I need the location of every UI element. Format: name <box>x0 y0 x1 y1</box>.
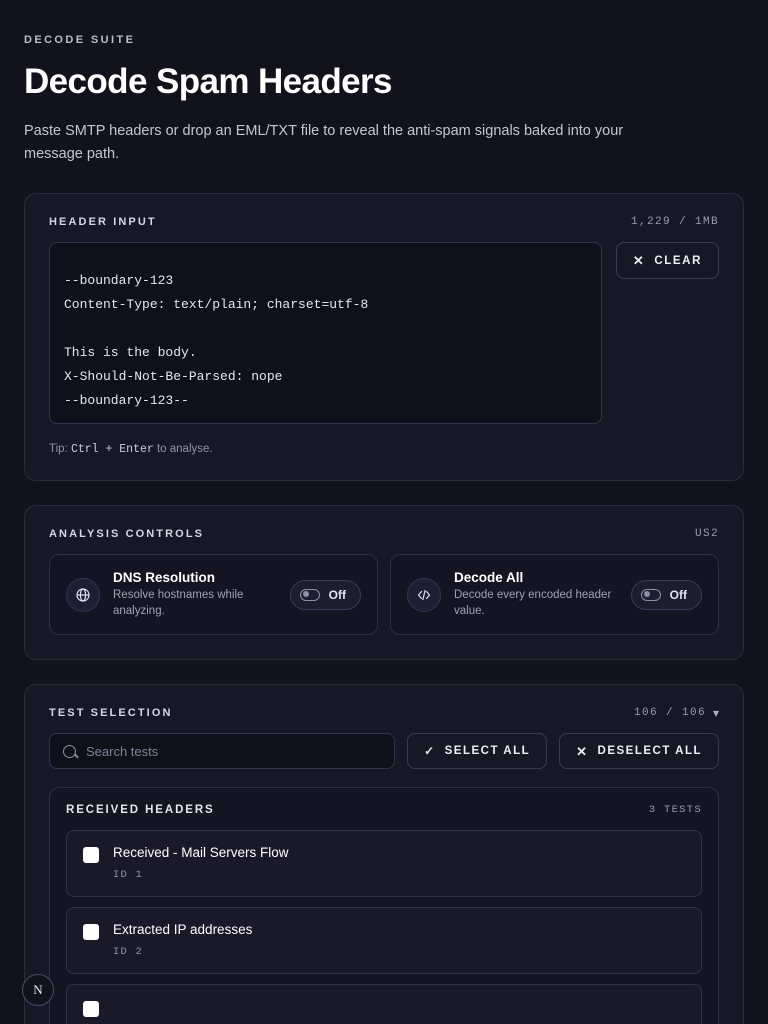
table-row[interactable] <box>66 907 702 974</box>
keyboard-tip <box>49 443 719 456</box>
test-selection-card <box>24 684 744 1024</box>
select-all-label: SELECT ALL <box>444 745 531 758</box>
header-input-textarea[interactable] <box>49 242 602 424</box>
deselect-all-label: DESELECT ALL <box>597 745 702 758</box>
toggle-decode-all[interactable] <box>631 580 702 610</box>
test-selection-head <box>49 707 719 719</box>
control-dns-title: DNS Resolution <box>113 570 216 586</box>
toggle-decode-state: Off <box>669 587 687 602</box>
check-icon: ✓ <box>424 744 436 759</box>
search-tests-box[interactable] <box>49 733 395 769</box>
control-decode-description: Decode every encoded header value. <box>454 589 612 617</box>
corner-badge[interactable] <box>22 974 54 1006</box>
chevron-down-icon: ▾ <box>712 706 719 721</box>
test-group-count: 3 TESTS <box>648 804 702 817</box>
test-checkbox[interactable] <box>83 1001 99 1017</box>
control-decode-text <box>454 570 618 619</box>
header-input-label: HEADER INPUT <box>49 216 157 229</box>
control-dns-description: Resolve hostnames while analyzing. <box>113 589 244 617</box>
header-input-head <box>49 216 719 228</box>
tip-suffix: to analyse. <box>156 443 213 456</box>
control-dns-resolution <box>49 554 378 635</box>
analysis-controls-grid <box>49 554 719 635</box>
analysis-controls-label: ANALYSIS CONTROLS <box>49 528 205 541</box>
toggle-knob-icon <box>300 589 320 601</box>
tip-shortcut: Ctrl + Enter <box>70 443 154 457</box>
test-checkbox[interactable] <box>83 847 99 863</box>
app-eyebrow: DECODE SUITE <box>24 34 136 46</box>
code-icon <box>407 578 441 612</box>
test-selection-toolbar <box>49 733 719 769</box>
header-input-counter: 1,229 / 1MB <box>630 216 719 229</box>
test-group-title: RECEIVED HEADERS <box>66 804 215 817</box>
table-row[interactable] <box>66 830 702 897</box>
toggle-dns-resolution[interactable] <box>290 580 361 610</box>
page-subtitle: Paste SMTP headers or drop an EML/TXT file to reveal the anti-spam signals baked into your message path. <box>24 123 624 162</box>
control-decode-all <box>390 554 719 635</box>
test-name: Received - Mail Servers Flow <box>113 845 289 861</box>
test-checkbox[interactable] <box>83 924 99 940</box>
table-row[interactable] <box>66 984 702 1024</box>
analysis-controls-card <box>24 505 744 660</box>
test-selection-count-wrap[interactable] <box>634 707 719 719</box>
header-textarea-wrap <box>49 242 602 429</box>
select-all-button[interactable] <box>407 733 547 769</box>
deselect-all-button[interactable] <box>559 733 719 769</box>
test-name: Extracted IP addresses <box>113 922 253 938</box>
close-icon: ✕ <box>576 743 589 759</box>
test-selection-label: TEST SELECTION <box>49 707 173 720</box>
test-group-received-headers <box>49 787 719 1024</box>
search-tests-input[interactable] <box>86 744 381 759</box>
globe-icon <box>66 578 100 612</box>
clear-button[interactable] <box>616 242 719 279</box>
page-title: Decode Spam Headers <box>24 62 392 101</box>
analysis-controls-head <box>49 528 719 540</box>
search-icon <box>63 745 76 758</box>
clear-button-label: CLEAR <box>654 254 702 267</box>
test-selection-count: 106 / 106 <box>633 707 706 720</box>
toggle-dns-state: Off <box>328 587 346 602</box>
test-group-head <box>66 804 702 816</box>
corner-badge-letter: N <box>33 982 43 997</box>
toggle-knob-icon <box>641 589 661 601</box>
header-input-card <box>24 193 744 481</box>
test-id: ID 1 <box>113 869 144 882</box>
control-dns-text <box>113 570 277 619</box>
control-decode-title: Decode All <box>454 570 524 586</box>
tip-prefix: Tip: <box>49 443 68 456</box>
header-input-row <box>49 242 719 429</box>
analysis-controls-meta: US2 <box>694 528 719 541</box>
close-icon: ✕ <box>632 253 646 269</box>
test-id: ID 2 <box>113 946 144 959</box>
